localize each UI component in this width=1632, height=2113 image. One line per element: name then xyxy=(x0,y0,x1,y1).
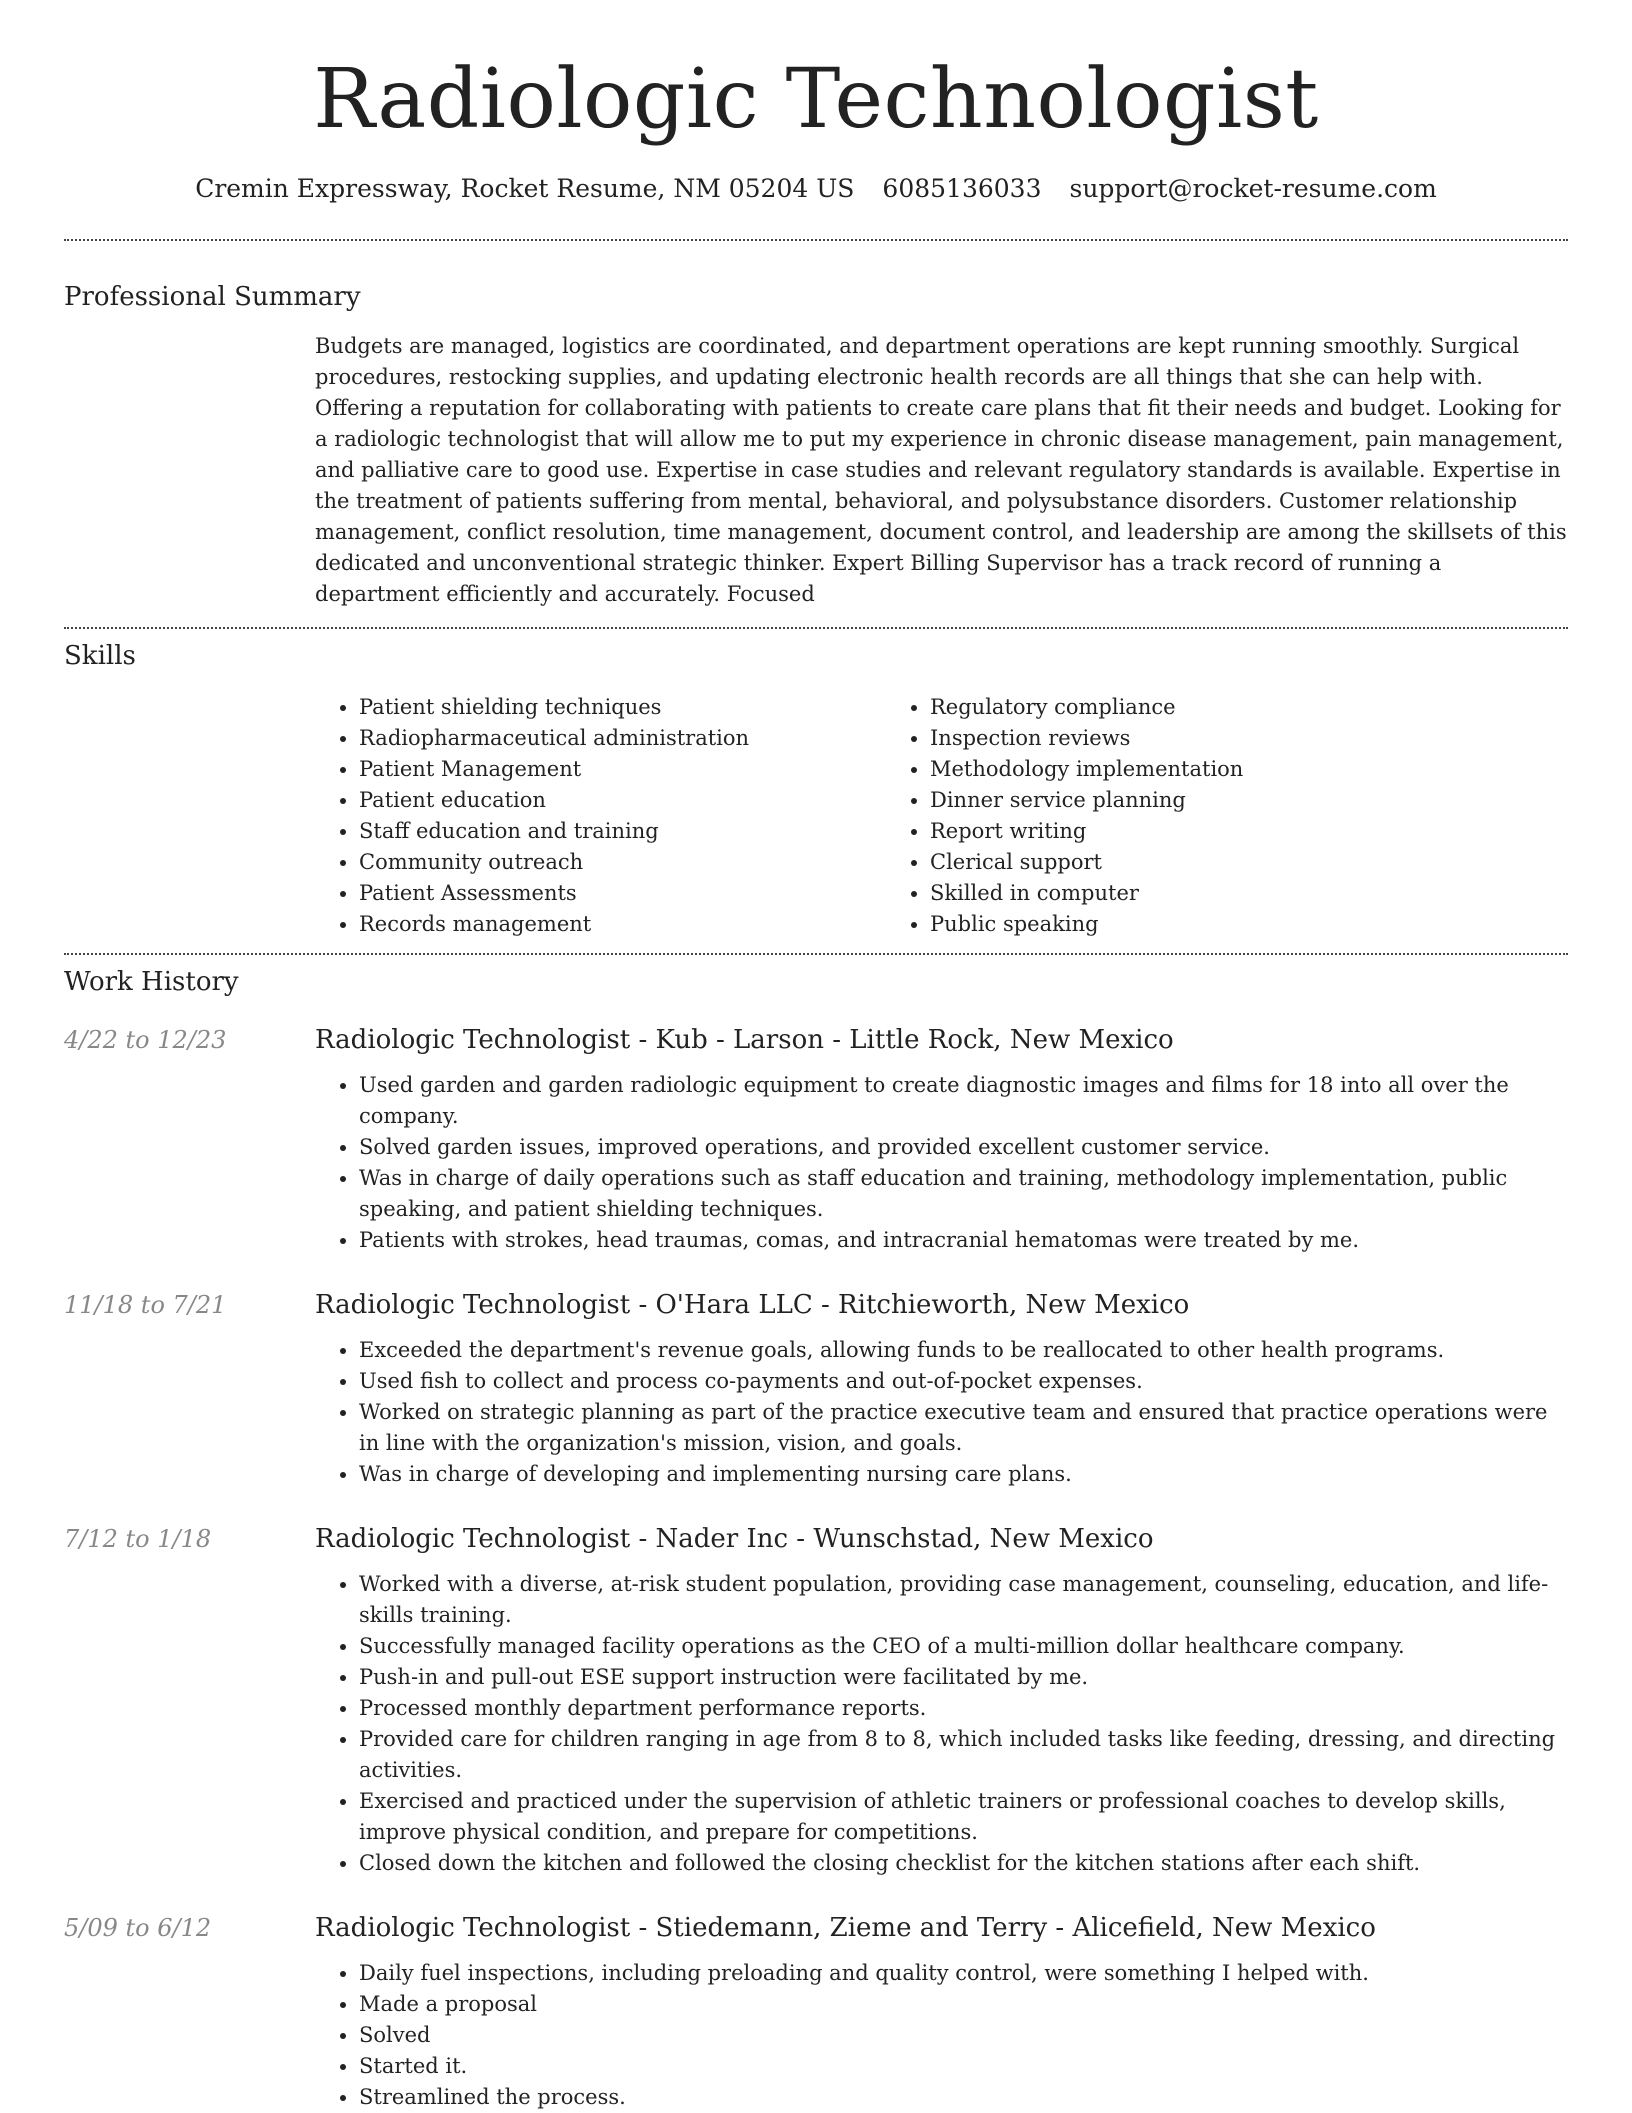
job-bullet: • Made a proposal xyxy=(359,1989,1568,2020)
contact-email: support@rocket-resume.com xyxy=(1069,174,1437,203)
job-entry xyxy=(64,1911,1568,2113)
job-dates: 7/12 to 1/18 xyxy=(64,1525,212,1553)
summary-content xyxy=(315,331,1568,610)
job-bullet: • Solved garden issues, improved operations, and provided excellent customer service. xyxy=(359,1132,1568,1163)
job-bullets xyxy=(315,1569,1568,1879)
job-bullet: • Worked on strategic planning as part of the practice executive team and ensured that practice operations were in line with the organization's mission, vision, and goals. xyxy=(359,1397,1568,1459)
skill-item: • Radiopharmaceutical administration xyxy=(359,723,886,754)
job-entry xyxy=(64,1288,1568,1490)
work-title: Work History xyxy=(64,967,239,997)
skill-item: • Report writing xyxy=(930,816,1457,847)
skills-list xyxy=(315,692,1568,940)
skills-column-right xyxy=(886,692,1457,940)
job-bullets xyxy=(315,1335,1568,1490)
job-bullet: • Daily fuel inspections, including preloading and quality control, were something I helped with. xyxy=(359,1958,1568,1989)
section-divider xyxy=(64,627,1568,629)
job-bullets xyxy=(315,1070,1568,1256)
job-entry xyxy=(64,1522,1568,1879)
job-bullets xyxy=(315,1958,1568,2113)
contact-line xyxy=(64,172,1568,206)
job-bullet: • Patients with strokes, head traumas, comas, and intracranial hematomas were treated by me. xyxy=(359,1225,1568,1256)
job-bullet: • Successfully managed facility operations as the CEO of a multi-million dollar healthcare company. xyxy=(359,1631,1568,1662)
skill-item: • Patient education xyxy=(359,785,886,816)
summary-text: Budgets are managed, logistics are coordinated, and department operations are kept running smoothly. Surgical procedures, restocking supplies, and updating electronic health records are all things that she can help with. Offering a reputation for collaborating with patients to create care plans that fit their needs and budget. Looking for a radiologic technologist that will allow me to put my experience in chronic disease management, pain management, and palliative care to good use. Expertise in case studies and relevant regulatory standards is available. Expertise in the treatment of patients suffering from mental, behavioral, and polysubstance disorders. Customer relationship management, conflict resolution, time management, document control, and leadership are among the skillsets of this dedicated and unconventional strategic thinker. Expert Billing Supervisor has a track record of running a department efficiently and accurately. Focused xyxy=(315,334,1567,606)
skills-title: Skills xyxy=(64,641,136,671)
resume-page xyxy=(64,0,1568,2113)
job-bullet: • Used fish to collect and process co-payments and out-of-pocket expenses. xyxy=(359,1366,1568,1397)
skill-item: • Clerical support xyxy=(930,847,1457,878)
job-bullet: • Was in charge of daily operations such as staff education and training, methodology implementation, public speaking, and patient shielding techniques. xyxy=(359,1163,1568,1225)
job-bullet: • Processed monthly department performance reports. xyxy=(359,1693,1568,1724)
skill-item: • Methodology implementation xyxy=(930,754,1457,785)
job-entry xyxy=(64,1023,1568,1256)
job-bullet: • Exceeded the department's revenue goals, allowing funds to be reallocated to other health programs. xyxy=(359,1335,1568,1366)
job-bullet: • Streamlined the process. xyxy=(359,2082,1568,2113)
job-bullet: • Was in charge of developing and implementing nursing care plans. xyxy=(359,1459,1568,1490)
skill-item: • Patient Management xyxy=(359,754,886,785)
section-divider xyxy=(64,953,1568,955)
job-title: Radiologic Technologist - Stiedemann, Zieme and Terry - Alicefield, New Mexico xyxy=(315,1913,1376,1943)
job-bullet: • Exercised and practiced under the supervision of athletic trainers or professional coaches to develop skills, improve physical condition, and prepare for competitions. xyxy=(359,1786,1568,1848)
job-bullet: • Worked with a diverse, at-risk student population, providing case management, counseling, education, and life-skills training. xyxy=(359,1569,1568,1631)
contact-phone: 6085136033 xyxy=(882,174,1042,203)
job-bullet: • Used garden and garden radiologic equipment to create diagnostic images and films for 18 into all over the company. xyxy=(359,1070,1568,1132)
job-bullet: • Push-in and pull-out ESE support instruction were facilitated by me. xyxy=(359,1662,1568,1693)
section-divider xyxy=(64,239,1568,241)
skill-item: • Community outreach xyxy=(359,847,886,878)
job-dates: 4/22 to 12/23 xyxy=(64,1026,227,1054)
skills-section xyxy=(64,638,1568,940)
skill-item: • Patient shielding techniques xyxy=(359,692,886,723)
skill-item: • Regulatory compliance xyxy=(930,692,1457,723)
work-section xyxy=(64,964,1568,2113)
skill-item: • Dinner service planning xyxy=(930,785,1457,816)
skills-column-left xyxy=(315,692,886,940)
job-title: Radiologic Technologist - Nader Inc - Wunschstad, New Mexico xyxy=(315,1524,1154,1554)
resume-name: Radiologic Technologist xyxy=(313,52,1319,147)
job-bullet: • Closed down the kitchen and followed the closing checklist for the kitchen stations after each shift. xyxy=(359,1848,1568,1879)
job-dates: 5/09 to 6/12 xyxy=(64,1914,212,1942)
job-title: Radiologic Technologist - O'Hara LLC - Ritchieworth, New Mexico xyxy=(315,1290,1190,1320)
skill-item: • Records management xyxy=(359,909,886,940)
summary-section xyxy=(64,279,1568,610)
job-title: Radiologic Technologist - Kub - Larson - Little Rock, New Mexico xyxy=(315,1025,1174,1055)
contact-address: Cremin Expressway, Rocket Resume, NM 05204 US xyxy=(195,174,855,203)
job-bullet: • Started it. xyxy=(359,2051,1568,2082)
job-dates: 11/18 to 7/21 xyxy=(64,1291,227,1319)
summary-title: Professional Summary xyxy=(64,282,361,312)
job-bullet: • Solved xyxy=(359,2020,1568,2051)
skill-item: • Public speaking xyxy=(930,909,1457,940)
skill-item: • Skilled in computer xyxy=(930,878,1457,909)
skill-item: • Staff education and training xyxy=(359,816,886,847)
skill-item: • Inspection reviews xyxy=(930,723,1457,754)
skill-item: • Patient Assessments xyxy=(359,878,886,909)
job-bullet: • Provided care for children ranging in age from 8 to 8, which included tasks like feeding, dressing, and directing activities. xyxy=(359,1724,1568,1786)
